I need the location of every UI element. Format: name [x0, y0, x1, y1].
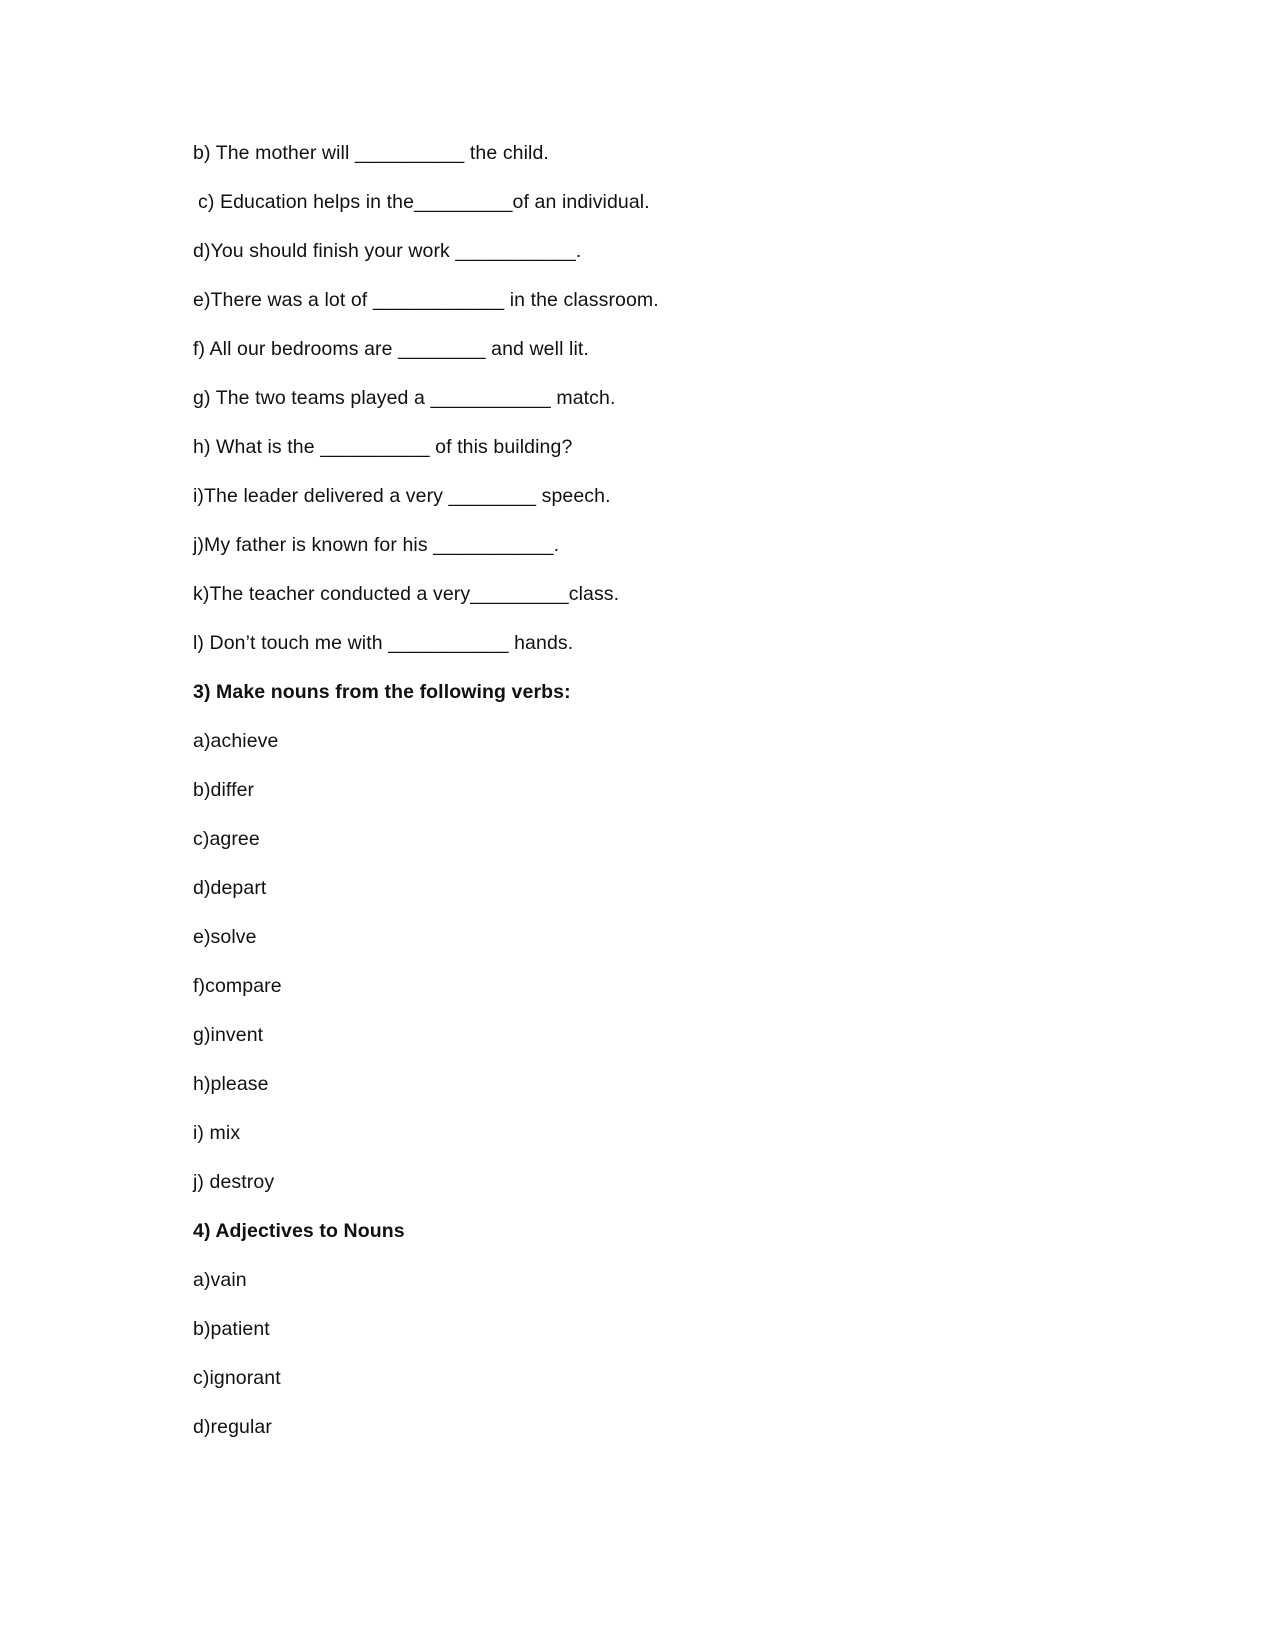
fill-in-item: b) The mother will __________ the child. — [193, 142, 549, 164]
fill-in-item: j)My father is known for his ___________. — [193, 534, 560, 556]
verb-item: f)compare — [193, 975, 282, 997]
adjective-item: c)ignorant — [193, 1367, 281, 1389]
verb-item: j) destroy — [193, 1171, 275, 1193]
verb-item: i) mix — [193, 1122, 241, 1144]
fill-in-item: f) All our bedrooms are ________ and well lit. — [193, 338, 589, 360]
fill-in-item: g) The two teams played a ___________ match. — [193, 387, 616, 409]
fill-in-item: k)The teacher conducted a very_________class. — [193, 583, 620, 605]
adjective-item: b)patient — [193, 1318, 270, 1340]
fill-in-item: l) Don’t touch me with ___________ hands. — [193, 632, 574, 654]
section-4-heading: 4) Adjectives to Nouns — [193, 1220, 405, 1242]
verb-item: h)please — [193, 1073, 269, 1095]
fill-in-item: h) What is the __________ of this building? — [193, 436, 573, 458]
verb-item: c)agree — [193, 828, 260, 850]
fill-in-item: c) Education helps in the_________of an individual. — [198, 191, 650, 213]
verb-item: b)differ — [193, 779, 255, 801]
fill-in-item: d)You should finish your work ___________. — [193, 240, 582, 262]
fill-in-item: i)The leader delivered a very ________ speech. — [193, 485, 611, 507]
verb-item: d)depart — [193, 877, 267, 899]
adjective-item: d)regular — [193, 1416, 272, 1438]
adjective-item: a)vain — [193, 1269, 247, 1291]
fill-in-item: e)There was a lot of ____________ in the classroom. — [193, 289, 659, 311]
verb-item: g)invent — [193, 1024, 264, 1046]
verb-item: e)solve — [193, 926, 257, 948]
verb-item: a)achieve — [193, 730, 279, 752]
section-3-heading: 3) Make nouns from the following verbs: — [193, 681, 571, 703]
